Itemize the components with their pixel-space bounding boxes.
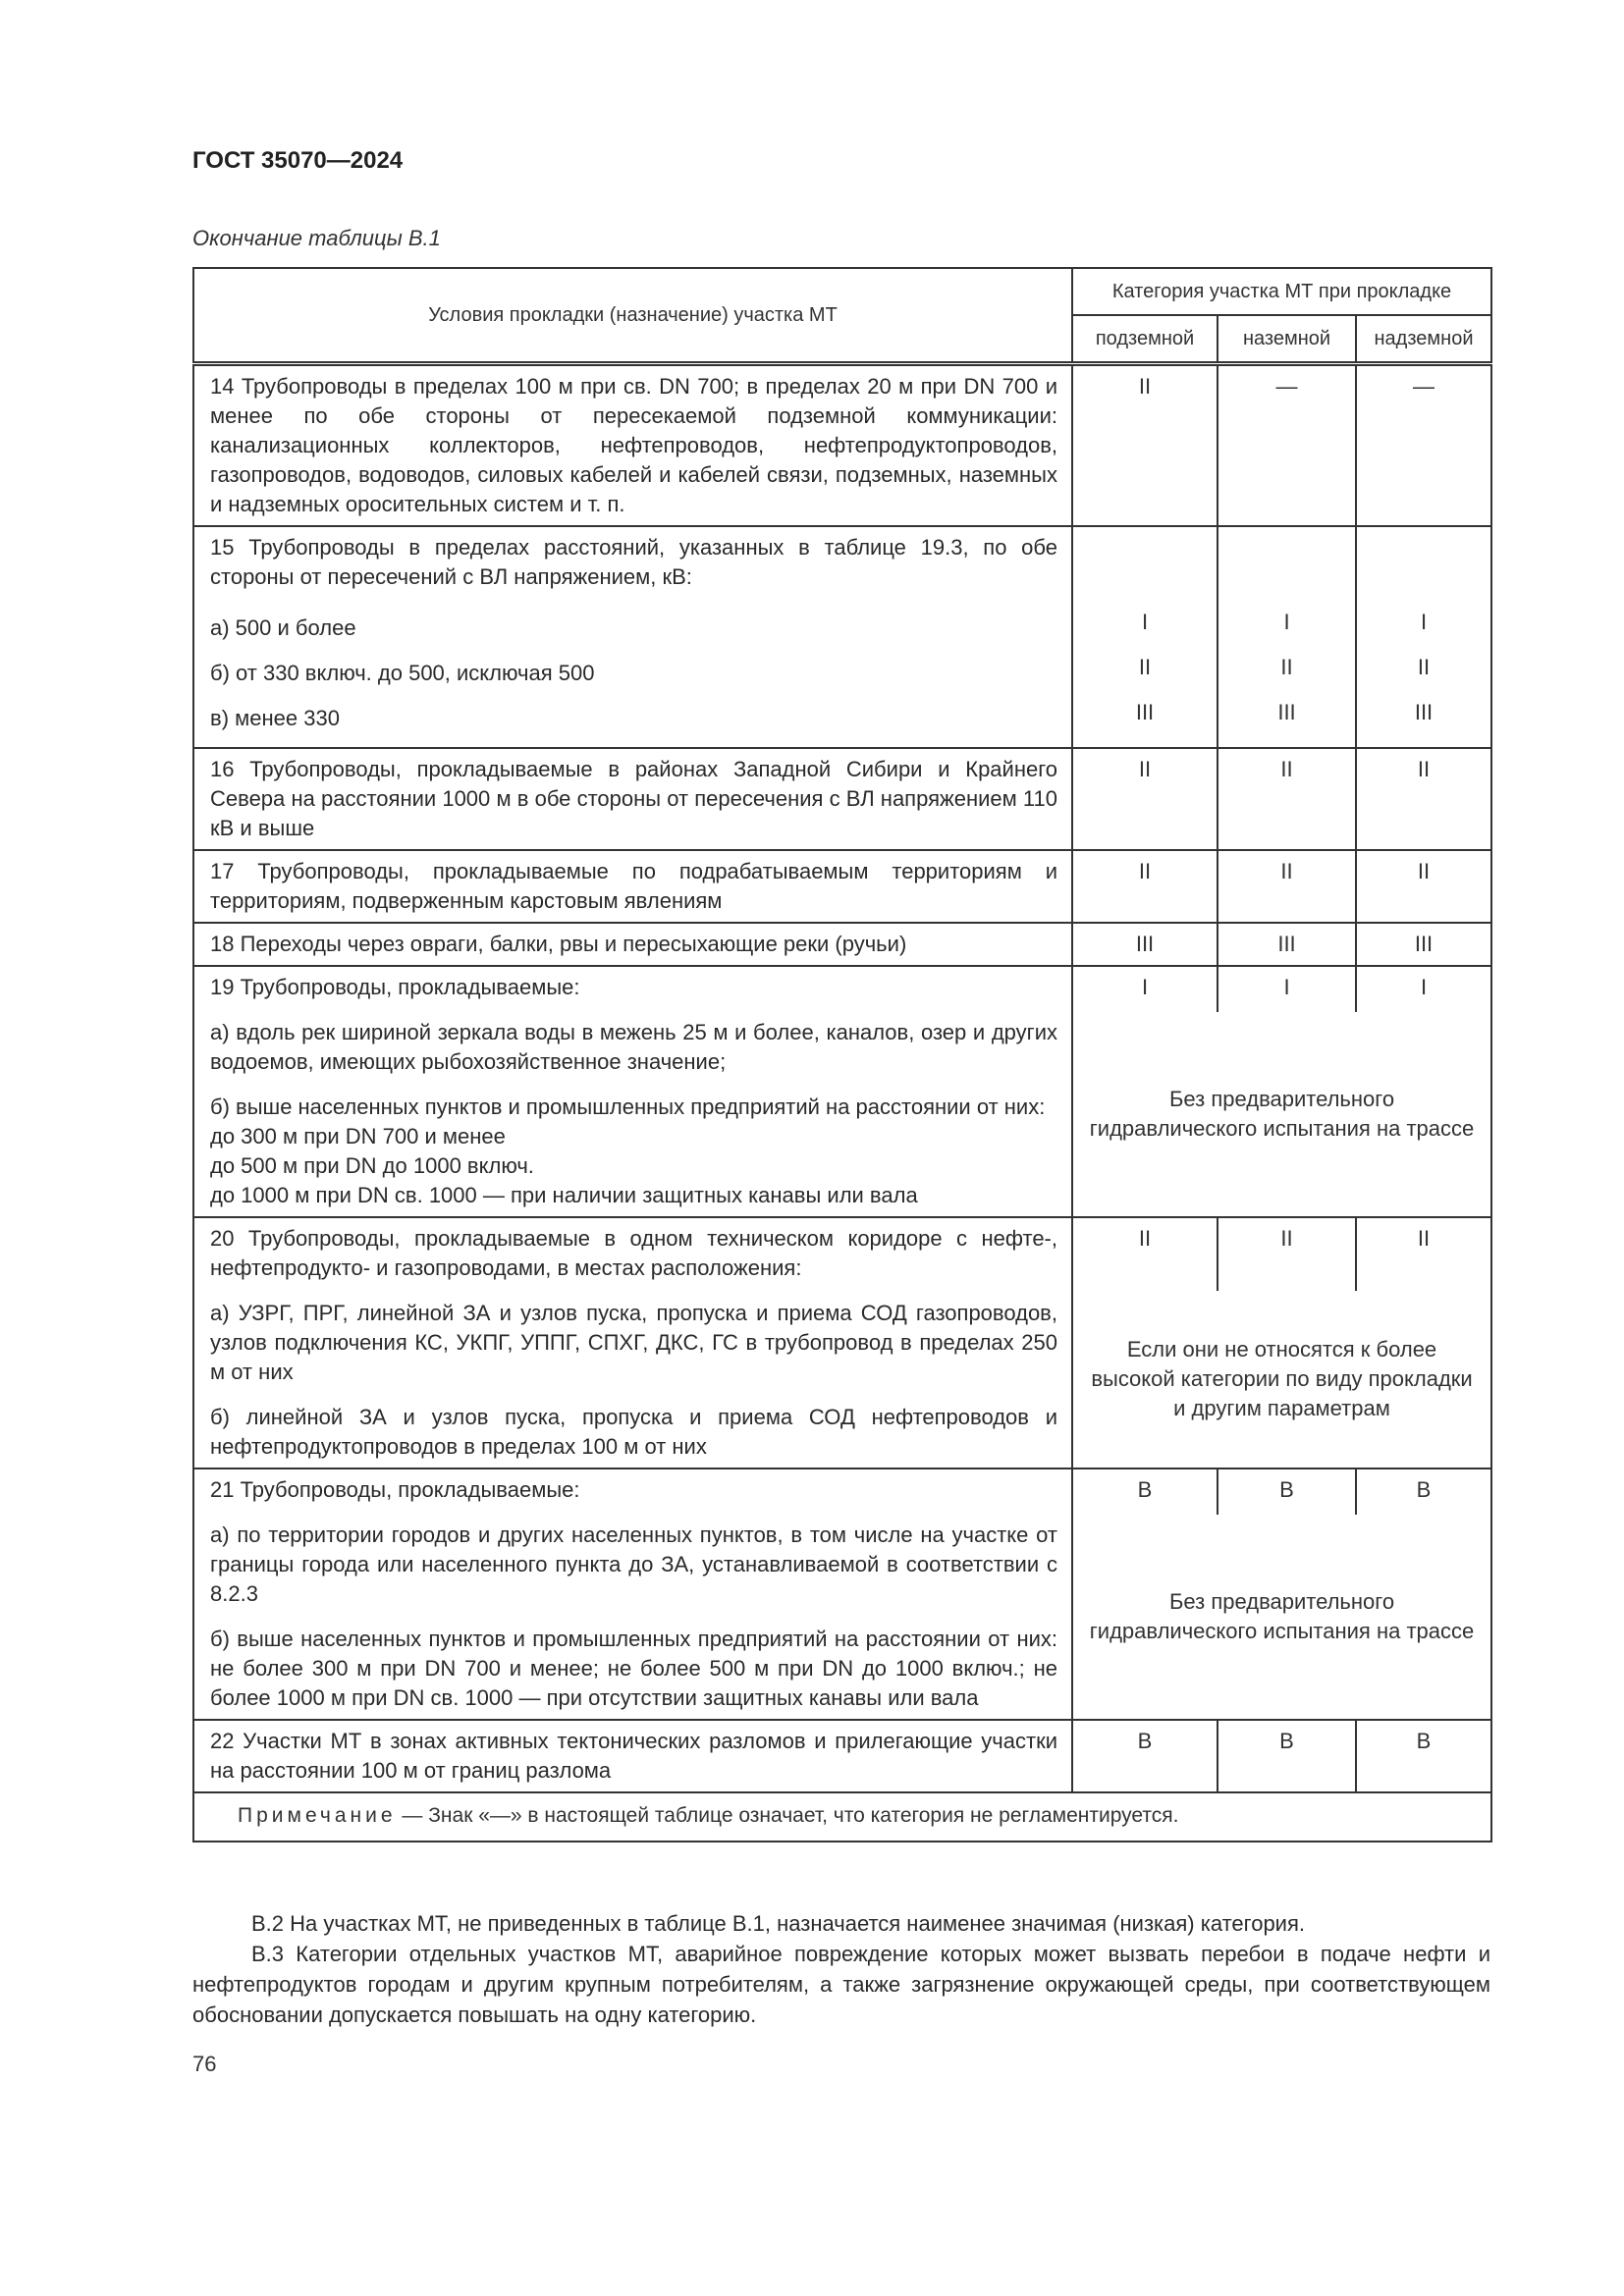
row-22-ground: В bbox=[1218, 1720, 1356, 1792]
row-19-condition bbox=[193, 966, 1072, 1217]
row-15-overhead bbox=[1356, 526, 1491, 748]
row-19-overhead: I bbox=[1356, 966, 1491, 1012]
row-19-item-b: б) выше населенных пунктов и промышленных предприятий на расстоянии от них: bbox=[210, 1095, 1046, 1119]
table-row bbox=[193, 1720, 1491, 1792]
table-row bbox=[193, 526, 1491, 748]
row-18-overhead: III bbox=[1356, 923, 1491, 966]
row-17-underground: II bbox=[1072, 850, 1218, 923]
note-text: — Знак «—» в настоящей таблице означает, что категория не регламентируется. bbox=[396, 1804, 1179, 1827]
row-14-overhead: — bbox=[1356, 364, 1491, 527]
col-header-underground: подземной bbox=[1072, 315, 1218, 364]
row-21-overhead: В bbox=[1356, 1468, 1491, 1515]
row-15-item-b: б) от 330 включ. до 500, исключая 500 bbox=[210, 661, 595, 685]
category-table bbox=[192, 267, 1492, 1842]
row-15-text: 15 Трубопроводы в пределах расстояний, указанных в таблице 19.3, по обе стороны от пересечений с ВЛ напряжением, кВ: bbox=[210, 535, 1057, 589]
document-header: ГОСТ 35070—2024 bbox=[192, 147, 404, 174]
row-18-text: 18 Переходы через овраги, балки, рвы и пересыхающие реки (ручьи) bbox=[210, 932, 907, 956]
row-20-item-a: а) УЗРГ, ПРГ, линейной ЗА и узлов пуска, пропуска и приема СОД газопроводов, узлов подключения КС, УКПГ, УППГ, СПХГ, ДКС, ГС в трубопровод в пределах 250 м от них bbox=[210, 1301, 1057, 1384]
table-row bbox=[193, 1217, 1491, 1291]
row-16-text: 16 Трубопроводы, прокладываемые в районах Западной Сибири и Крайнего Севера на расстоянии 1000 м в обе стороны от пересечения с ВЛ напряжением 110 кВ и выше bbox=[210, 757, 1057, 840]
row-21-note: Без предварительного гидравлического испытания на трассе bbox=[1072, 1515, 1491, 1720]
paragraph-b2: В.2 На участках МТ, не приведенных в таблице В.1, назначается наименее значимая (низкая) категория. bbox=[251, 1911, 1305, 1936]
row-15b-underground: II bbox=[1138, 655, 1152, 679]
table-note bbox=[193, 1792, 1491, 1842]
col-header-ground: наземной bbox=[1218, 315, 1356, 364]
row-21-ground: В bbox=[1218, 1468, 1356, 1515]
row-15-item-a: а) 500 и более bbox=[210, 615, 356, 640]
row-22-text: 22 Участки МТ в зонах активных тектонических разломов и прилегающие участки на расстоянии 100 м от границ разлома bbox=[210, 1729, 1057, 1783]
table-row bbox=[193, 364, 1491, 527]
row-21-condition bbox=[193, 1468, 1072, 1720]
row-15b-overhead: II bbox=[1417, 655, 1431, 679]
row-20-overhead: II bbox=[1356, 1217, 1491, 1291]
col-header-condition: Условия прокладки (назначение) участка МТ bbox=[193, 268, 1072, 364]
row-20-condition bbox=[193, 1217, 1072, 1468]
row-19-item-a: а) вдоль рек шириной зеркала воды в межень 25 м и более, каналов, озер и других водоемов, имеющих рыбохозяйственное значение; bbox=[210, 1020, 1057, 1074]
body-text bbox=[192, 1908, 1490, 2030]
row-15c-underground: III bbox=[1135, 700, 1155, 724]
row-21-item-b: б) выше населенных пунктов и промышленных предприятий на расстоянии от них: не более 300 м при DN 700 и менее; не более 500 м при DN до 1000 включ.; не более 1000 м при DN св. 1000 — при отсутствии защитных канавы или вала bbox=[210, 1627, 1057, 1710]
table-row bbox=[193, 850, 1491, 923]
row-15c-ground: III bbox=[1277, 700, 1296, 724]
row-16-underground: II bbox=[1072, 748, 1218, 850]
row-15a-overhead: I bbox=[1420, 610, 1428, 634]
row-15-condition bbox=[193, 526, 1072, 748]
row-17-text: 17 Трубопроводы, прокладываемые по подрабатываемым территориям и территориям, подверженным карстовым явлениям bbox=[210, 859, 1057, 913]
row-20-item-b: б) линейной ЗА и узлов пуска, пропуска и приема СОД нефтепроводов и нефтепродуктопроводов в пределах 100 м от них bbox=[210, 1405, 1057, 1459]
row-16-condition bbox=[193, 748, 1072, 850]
row-17-condition bbox=[193, 850, 1072, 923]
row-15b-ground: II bbox=[1280, 655, 1293, 679]
row-15a-underground: I bbox=[1141, 610, 1149, 634]
row-18-condition bbox=[193, 923, 1072, 966]
table-row bbox=[193, 748, 1491, 850]
row-14-text: 14 Трубопроводы в пределах 100 м при св. DN 700; в пределах 20 м при DN 700 и менее по обе стороны от пересекаемой подземной коммуникации: канализационных коллекторов, нефтепроводов, нефтепродуктопроводов, газопроводов, водоводов, силовых кабелей и кабелей связи, подземных, наземных и надземных оросительных систем и т. п. bbox=[210, 374, 1057, 516]
row-22-condition bbox=[193, 1720, 1072, 1792]
row-15a-ground: I bbox=[1283, 610, 1290, 634]
row-15-underground bbox=[1072, 526, 1218, 748]
row-20-underground: II bbox=[1072, 1217, 1218, 1291]
col-header-overhead: надземной bbox=[1356, 315, 1491, 364]
row-19-note: Без предварительного гидравлического испытания на трассе bbox=[1072, 1012, 1491, 1217]
row-15-ground bbox=[1218, 526, 1356, 748]
row-21-underground: В bbox=[1072, 1468, 1218, 1515]
col-header-category: Категория участка МТ при прокладке bbox=[1072, 268, 1491, 315]
note-label: Примечание bbox=[238, 1804, 397, 1827]
table-row bbox=[193, 1792, 1491, 1842]
row-20-text: 20 Трубопроводы, прокладываемые в одном техническом коридоре с нефте-, нефтепродукто- и газопроводами, в местах расположения: bbox=[210, 1226, 1057, 1280]
row-16-ground: II bbox=[1218, 748, 1356, 850]
table-caption: Окончание таблицы В.1 bbox=[192, 226, 441, 250]
row-22-overhead: В bbox=[1356, 1720, 1491, 1792]
row-20-note: Если они не относятся к более высокой категории по виду прокладки и другим параметрам bbox=[1072, 1291, 1491, 1468]
row-21-item-a: а) по территории городов и других населенных пунктов, в том числе на участке от границы города или населенного пункта до ЗА, устанавливаемой в соответствии с 8.2.3 bbox=[210, 1522, 1057, 1606]
row-17-ground: II bbox=[1218, 850, 1356, 923]
row-20-ground: II bbox=[1218, 1217, 1356, 1291]
row-19-item-b2: до 500 м при DN до 1000 включ. bbox=[210, 1153, 534, 1178]
row-17-overhead: II bbox=[1356, 850, 1491, 923]
row-14-ground: — bbox=[1218, 364, 1356, 527]
page-number: 76 bbox=[192, 2052, 217, 2076]
table-row bbox=[193, 923, 1491, 966]
row-16-overhead: II bbox=[1356, 748, 1491, 850]
row-19-ground: I bbox=[1218, 966, 1356, 1012]
row-14-underground: II bbox=[1072, 364, 1218, 527]
row-19-item-b3: до 1000 м при DN св. 1000 — при наличии защитных канавы или вала bbox=[210, 1183, 918, 1207]
row-19-text: 19 Трубопроводы, прокладываемые: bbox=[210, 975, 580, 999]
row-14-condition bbox=[193, 364, 1072, 527]
table-row bbox=[193, 1468, 1491, 1515]
row-18-underground: III bbox=[1072, 923, 1218, 966]
table-row bbox=[193, 966, 1491, 1012]
row-21-text: 21 Трубопроводы, прокладываемые: bbox=[210, 1477, 580, 1502]
row-19-item-b1: до 300 м при DN 700 и менее bbox=[210, 1124, 506, 1148]
paragraph-b3: В.3 Категории отдельных участков МТ, аварийное повреждение которых может вызвать перебои в подаче нефти и нефтепродуктов городам и другим крупным потребителям, а также загрязнение окружающей среды, при соответствующем обосновании допускается повышать на одну категорию. bbox=[192, 1942, 1490, 2027]
row-15-item-c: в) менее 330 bbox=[210, 706, 340, 730]
row-22-underground: В bbox=[1072, 1720, 1218, 1792]
row-15c-overhead: III bbox=[1414, 700, 1434, 724]
row-19-underground: I bbox=[1072, 966, 1218, 1012]
row-18-ground: III bbox=[1218, 923, 1356, 966]
